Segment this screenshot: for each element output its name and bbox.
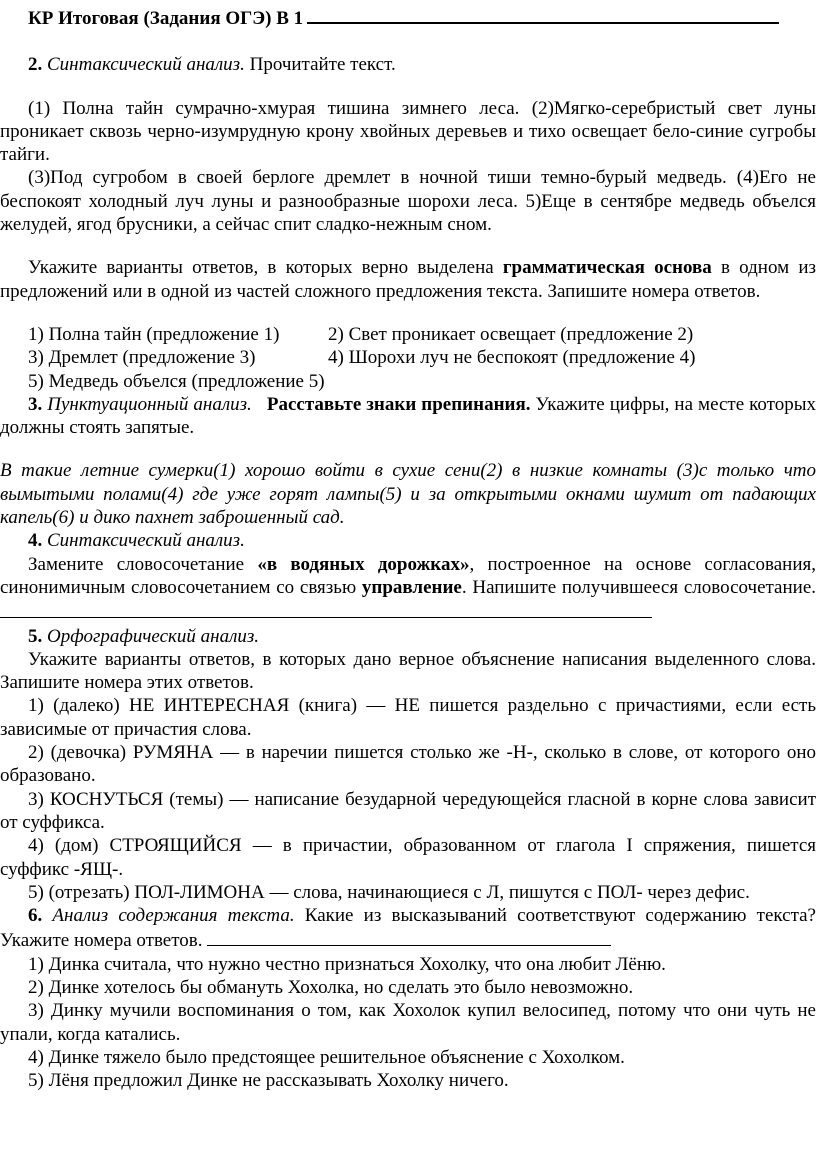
task6-label: Анализ содержания текста.	[52, 905, 295, 927]
task3-number: 3.	[28, 393, 43, 415]
task6-number: 6.	[28, 905, 43, 927]
task2-number: 2.	[28, 54, 43, 76]
task2-question-pre: Укажите варианты ответов, в которых верно выделена	[28, 257, 503, 279]
task2-label: Синтаксический анализ.	[47, 54, 245, 76]
name-blank-line	[307, 4, 779, 24]
task5-heading	[0, 625, 816, 648]
task6-answer-line[interactable]	[207, 927, 611, 946]
task2-options-row-2	[0, 346, 816, 369]
task5-number: 5.	[28, 625, 43, 647]
title-text: КР Итоговая (Задания ОГЭ) В 1	[28, 8, 304, 29]
task2-text-paragraph-1: (1) Полна тайн сумрачно-хмурая тишина зимнего леса. (2)Мягко-серебристый свет луны проникает сквозь черно-изумрудную крону хвойных деревьев и тихо освещает бело-синие сугробы тайги.	[0, 97, 816, 166]
task3-bold-instruction: Расставьте знаки препинания.	[266, 393, 531, 415]
task5-instruction: Укажите варианты ответов, в которых дано верное объяснение написания выделенного слова. Запишите номера этих ответов.	[0, 648, 816, 694]
task3-instruction: Укажите цифры, на месте которых должны стоять запятые.	[0, 393, 816, 439]
task2-option-5: 5) Медведь объелся (предложение 5)	[28, 370, 325, 392]
task2-option-4: 4) Шорохи луч не беспокоят (предложение 4)	[328, 347, 696, 369]
task4-heading	[0, 529, 816, 552]
task6-instruction: Какие из высказываний соответствуют содержанию текста? Укажите номера ответов.	[0, 905, 816, 952]
task4-answer-line[interactable]	[0, 599, 652, 618]
task3-sentence-text: В такие летние сумерки(1) хорошо войти в сухие сени(2) в низкие комнаты (3)с только что вымытыми полами(4) где уже горят лампы(5) и за открытыми окнами шумит от падающих капель(6) и дико пахнет заброшенный сад.	[0, 460, 816, 529]
task4-mid: , построенное на основе согласования, синонимичным словосочетанием со связью	[0, 553, 816, 598]
task6-option-1: 1) Динка считала, что нужно честно признаться Хохолку, что она любит Лёню.	[28, 953, 666, 975]
task4-pre: Замените словосочетание	[28, 553, 258, 575]
task2-instruction: Прочитайте текст.	[244, 54, 396, 76]
task5-option-3: 3) КОСНУТЬСЯ (темы) — написание безударной чередующейся гласной в корне слова зависит от суффикса.	[0, 788, 816, 833]
task2-heading	[0, 53, 816, 76]
page-title	[0, 4, 816, 30]
task4-number: 4.	[28, 530, 43, 552]
task2-options-row-1	[0, 323, 816, 346]
task5-option-2: 2) (девочка) РУМЯНА — в наречии пишется столько же -Н-, сколько в слове, от которого оно образовано.	[0, 742, 816, 787]
task4-instruction	[0, 553, 816, 625]
task4-phrase: «в водяных дорожках»	[257, 553, 470, 575]
task2-option-3: 3) Дремлет (предложение 3)	[28, 347, 256, 369]
task4-post: . Напишите получившееся словосочетание.	[461, 576, 816, 598]
task4-link-type: управление	[361, 576, 462, 598]
task3-sentence	[0, 459, 816, 529]
task6-option-3: 3) Динку мучили воспоминания о том, как Хохолок купил велосипед, потому что они чуть не упали, когда катались.	[0, 1000, 816, 1045]
task5-option-1: 1) (далеко) НЕ ИНТЕРЕСНАЯ (книга) — НЕ пишется раздельно с причастиями, если есть зависимые от причастия слова.	[0, 695, 816, 740]
task6-heading	[0, 904, 816, 953]
task2-option-2: 2) Свет проникает освещает (предложение 2)	[328, 323, 694, 345]
task4-label: Синтаксический анализ.	[47, 530, 245, 552]
task6-option-5: 5) Лёня предложил Динке не рассказывать Хохолку ничего.	[28, 1070, 509, 1092]
task2-option-1: 1) Полна тайн (предложение 1)	[28, 323, 280, 345]
task2-question	[0, 256, 816, 303]
task2-text-paragraph-2: (3)Под сугробом в своей берлоге дремлет в ночной тиши темно-бурый медведь. (4)Его не беспокоят холодный луч луны и разнообразные шорохи леса. 5)Еще в сентябре медведь объелся желудей, ягод брусники, а сейчас спит сладко-нежным сном.	[0, 167, 816, 236]
task5-label: Орфографический анализ.	[47, 625, 260, 647]
task6-option-4: 4) Динке тяжело было предстоящее решительное объяснение с Хохолком.	[28, 1046, 625, 1068]
document-body	[0, 4, 816, 1092]
task6-option-2: 2) Динке хотелось бы обмануть Хохолка, но сделать это было невозможно.	[28, 976, 634, 998]
task2-question-bold: грамматическая основа	[502, 257, 712, 279]
task3-heading	[0, 393, 816, 440]
task2-question-post: в одном из предложений или в одной из частей сложного предложения текста. Запишите номера ответов.	[0, 257, 816, 302]
task5-option-5: 5) (отрезать) ПОЛ-ЛИМОНА — слова, начинающиеся с Л, пишутся с ПОЛ- через дефис.	[28, 881, 750, 903]
task5-option-4: 4) (дом) СТРОЯЩИЙСЯ — в причастии, образованном от глагола I спряжения, пишется суффикс -ЯЩ-.	[0, 835, 816, 880]
task3-label: Пунктуационный анализ.	[47, 393, 252, 415]
